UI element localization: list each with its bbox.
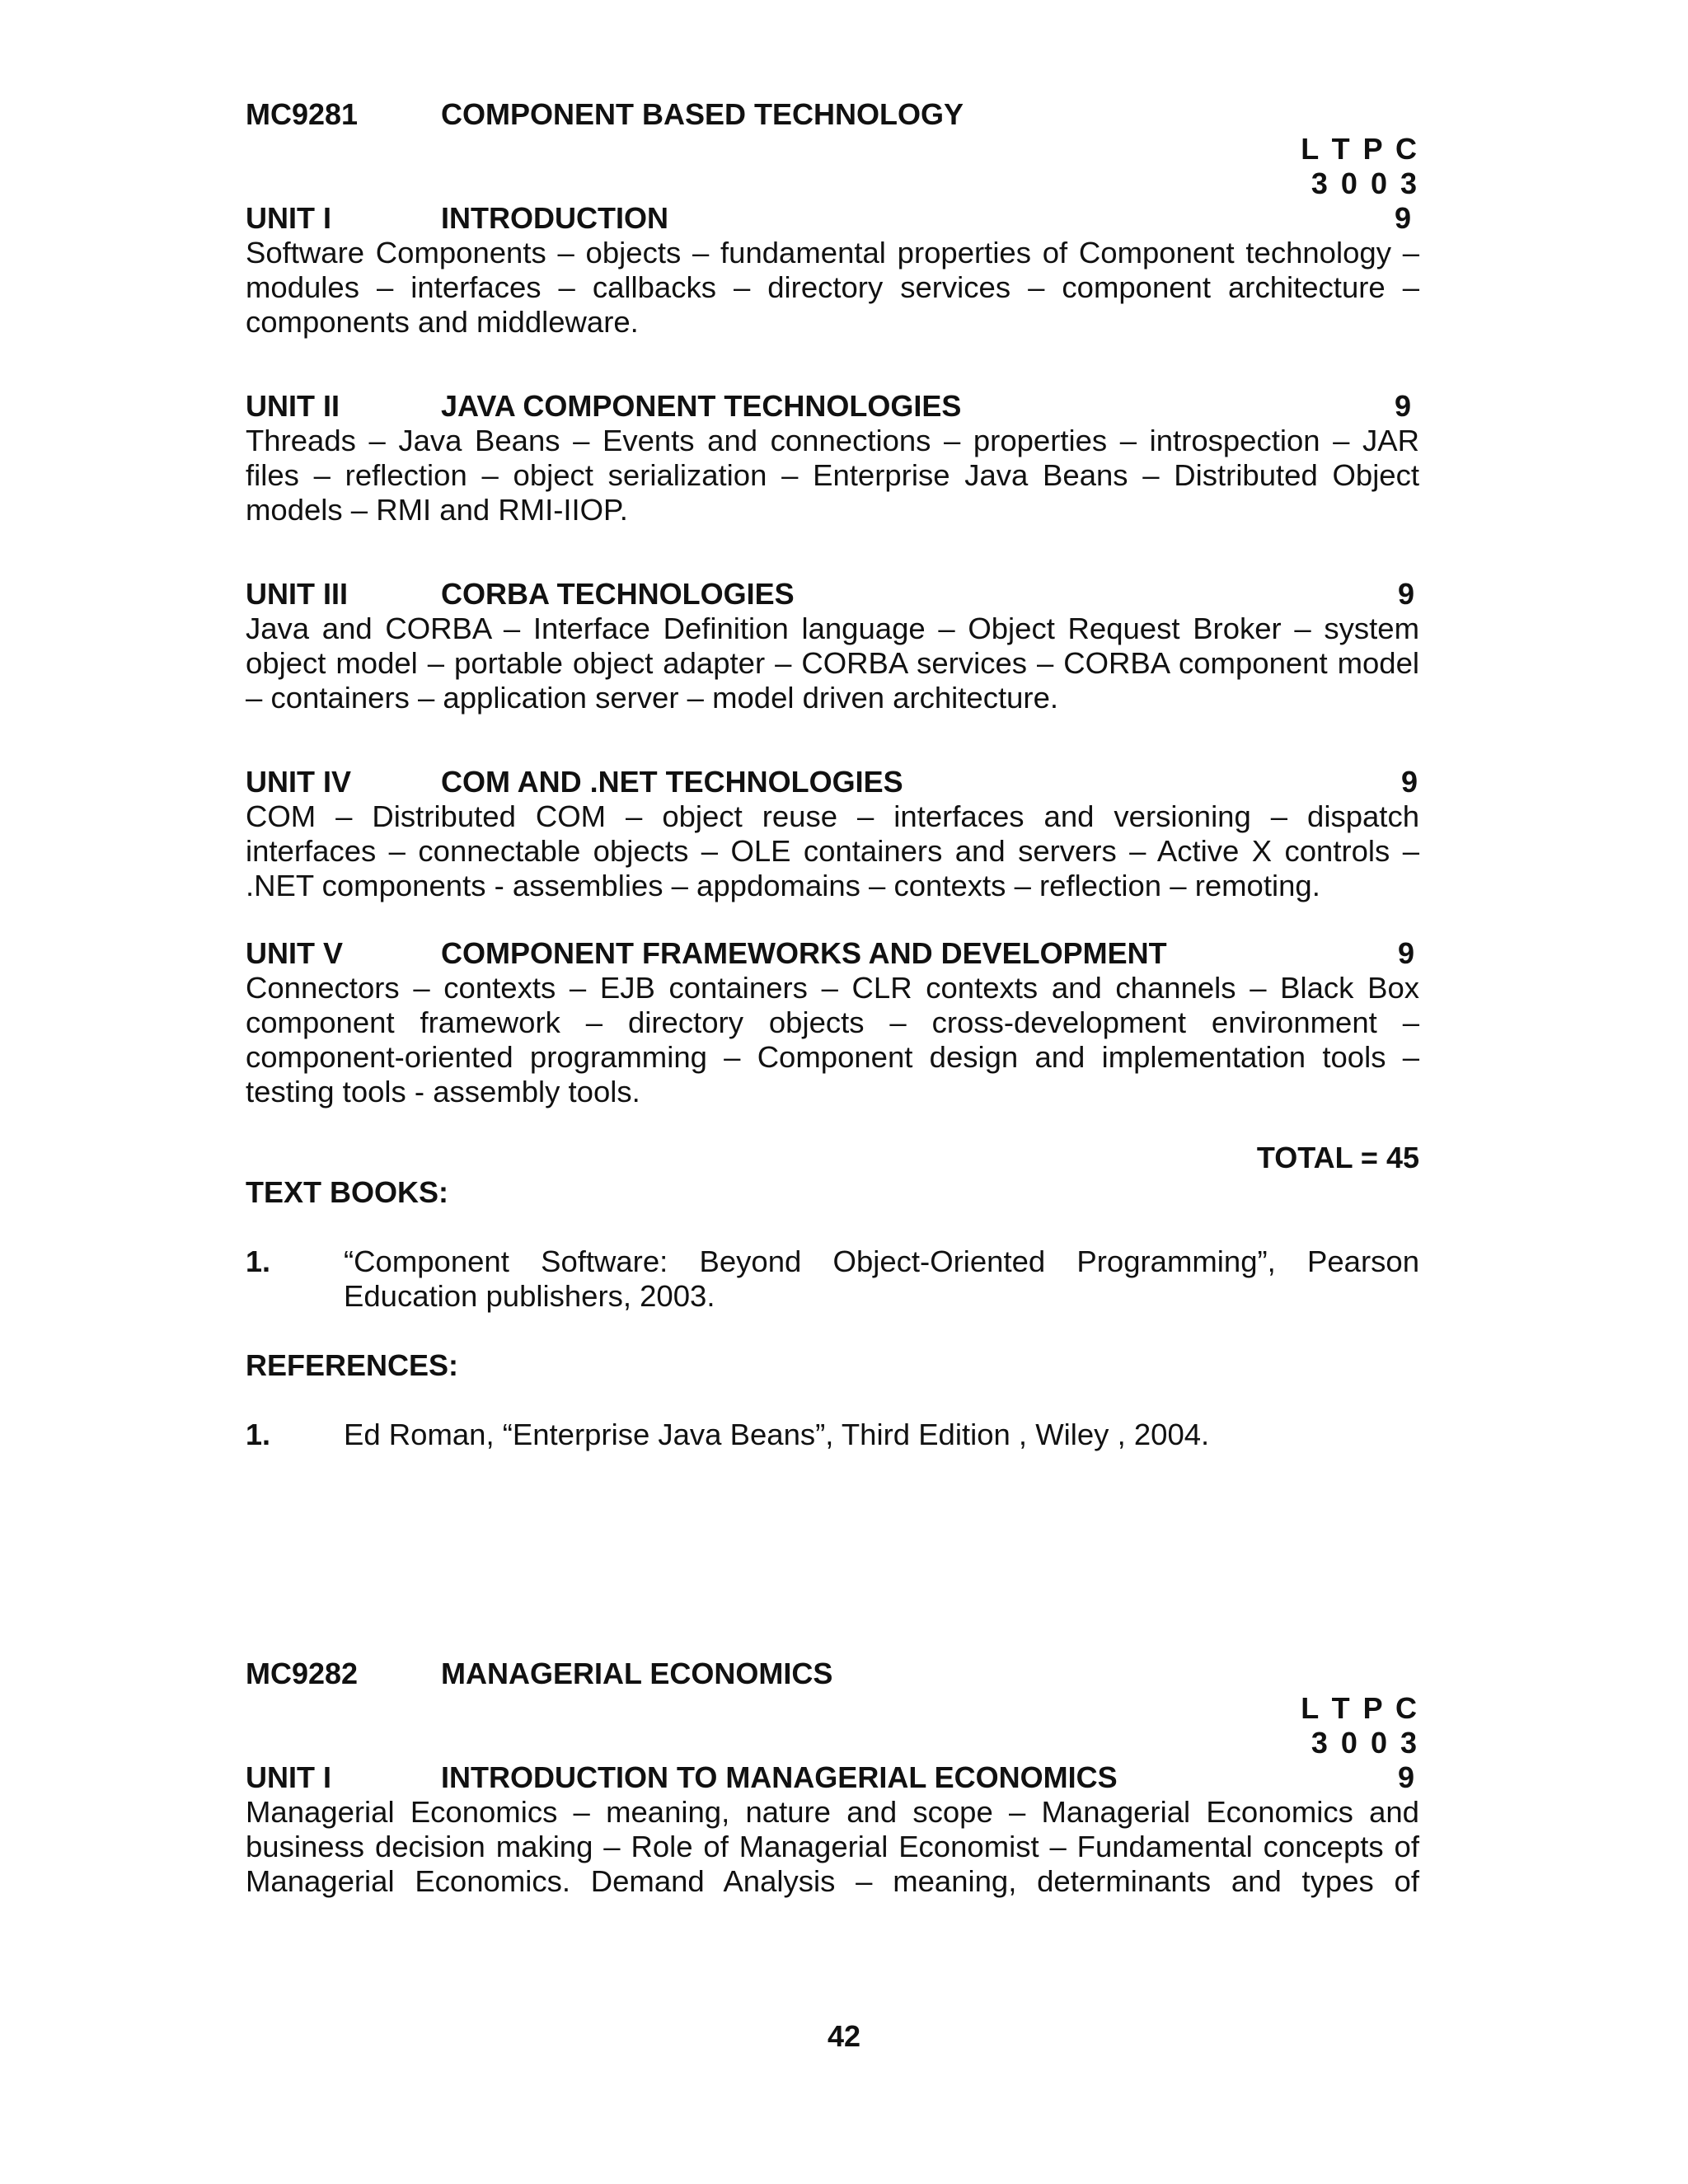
unit-label: UNIT IV [246, 765, 352, 799]
course-code: MC9281 [246, 97, 359, 131]
textbook-number: 1. [246, 1244, 271, 1278]
unit-label: UNIT V [246, 936, 344, 970]
unit-label: UNIT III [246, 577, 348, 611]
unit-hours: 9 [1397, 1760, 1414, 1794]
unit-title: INTRODUCTION [441, 201, 668, 235]
unit-description: Connectors – contexts – EJB containers – CLR contexts and channels – Black Box component framework – directory objects – cross-development environment – component-oriented programming – Component design and implementation tools – testing tools - assembly tools. [246, 971, 1419, 1108]
unit-hours: 9 [1397, 936, 1414, 970]
unit-description: Java and CORBA – Interface Definition language – Object Request Broker – system object model – portable object adapter – CORBA services – CORBA component model – containers – application server – model driven architecture. [246, 612, 1419, 715]
unit-label: UNIT I [246, 201, 331, 235]
unit-description: Software Components – objects – fundamental properties of Component technology – modules – interfaces – callbacks – directory services – component architecture – components and middleware. [246, 236, 1419, 339]
unit-title: COMPONENT FRAMEWORKS AND DEVELOPMENT [441, 936, 1167, 970]
ltpc-label: L T P C [1301, 1691, 1419, 1725]
textbooks-heading: TEXT BOOKS: [246, 1175, 449, 1209]
course-title: COMPONENT BASED TECHNOLOGY [441, 97, 964, 131]
textbook-entry: “Component Software: Beyond Object-Oriented Programming”, Pearson Education publishers, 2003. [344, 1244, 1419, 1313]
unit-label: UNIT II [246, 389, 340, 423]
unit-hours: 9 [1397, 577, 1414, 611]
unit-title: CORBA TECHNOLOGIES [441, 577, 795, 611]
unit-hours: 9 [1400, 765, 1418, 799]
reference-number: 1. [246, 1418, 271, 1451]
ltpc-values: 3 0 0 3 [1311, 1726, 1419, 1760]
unit-title: JAVA COMPONENT TECHNOLOGIES [441, 389, 962, 423]
unit-description: Threads – Java Beans – Events and connections – properties – introspection – JAR files – reflection – object serialization – Enterprise Java Beans – Distributed Object models – RMI and RMI-IIOP. [246, 424, 1419, 527]
unit-title: COM AND .NET TECHNOLOGIES [441, 765, 903, 799]
ltpc-label: L T P C [1301, 132, 1419, 166]
ltpc-values: 3 0 0 3 [1311, 166, 1419, 200]
unit-hours: 9 [1394, 201, 1411, 235]
unit-description: COM – Distributed COM – object reuse – interfaces and versioning – dispatch interfaces – connectable objects – OLE containers and servers – Active X controls – .NET components - assemblies – appdomains – contexts – reflection – remoting. [246, 799, 1419, 902]
page-number: 42 [827, 2019, 861, 2053]
course-title: MANAGERIAL ECONOMICS [441, 1657, 833, 1690]
unit-title: INTRODUCTION TO MANAGERIAL ECONOMICS [441, 1760, 1118, 1794]
references-heading: REFERENCES: [246, 1348, 459, 1382]
unit-hours: 9 [1394, 389, 1411, 423]
unit-description: Managerial Economics – meaning, nature and scope – Managerial Economics and business decision making – Role of Managerial Economist – Fundamental concepts of Managerial Economics. Demand Analysis – meaning, determinants and types of [246, 1795, 1419, 1898]
course-code: MC9282 [246, 1657, 359, 1690]
total-hours: TOTAL = 45 [1256, 1141, 1419, 1174]
reference-entry: Ed Roman, “Enterprise Java Beans”, Third Edition , Wiley , 2004. [344, 1418, 1210, 1451]
unit-label: UNIT I [246, 1760, 331, 1794]
